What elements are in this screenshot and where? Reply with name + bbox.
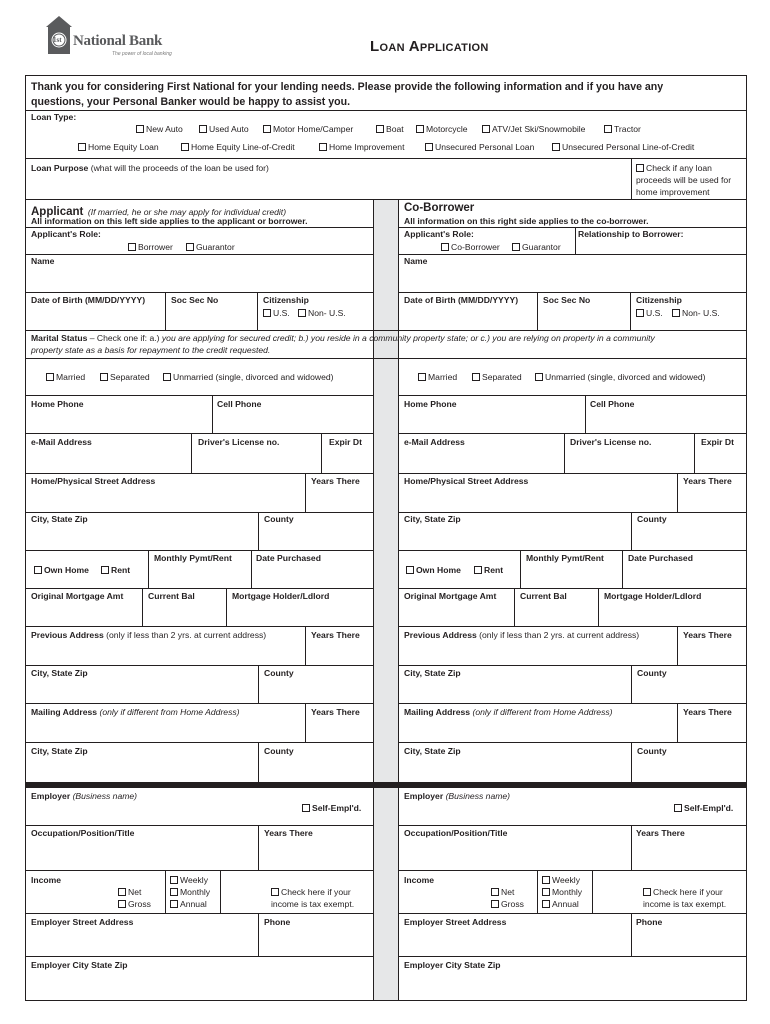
brand-prefix: 1st (53, 36, 62, 44)
applicant-date-purchased-label: Date Purchased (256, 553, 321, 563)
applicant-role-guarantor[interactable]: Guarantor (186, 242, 235, 253)
marital-status-note-line-2: property state as a basis for repayment to the credit requested. (31, 345, 271, 355)
coborrower-income-net[interactable]: Net (491, 887, 514, 898)
intro-line-1: Thank you for considering First National for your lending needs. Please provide the following information and if you have any (31, 81, 664, 93)
applicant-income-net[interactable]: Net (118, 887, 141, 898)
applicant-home-address-label: Home/Physical Street Address (31, 476, 156, 486)
applicant-current-bal-label: Current Bal (148, 591, 195, 601)
applicant-prev-years-label: Years There (311, 630, 360, 640)
applicant-married[interactable]: Married (46, 372, 85, 383)
applicant-citizenship-us[interactable]: U.S. (263, 308, 290, 319)
applicant-employer-label: Employer (Business name) (31, 791, 138, 801)
applicant-monthly-pymt-label: Monthly Pymt/Rent (154, 553, 232, 563)
applicant-role-label: Applicant's Role: (31, 229, 101, 239)
applicant-tax-exempt[interactable]: Check here if your (271, 887, 351, 898)
brand-name: National Bank (73, 33, 163, 49)
coborrower-role-coborrower[interactable]: Co-Borrower (441, 242, 500, 253)
employment-section-divider (25, 782, 747, 788)
coborrower-dob-label: Date of Birth (MM/DD/YYYY) (404, 295, 519, 305)
coborrower-occupation-label: Occupation/Position/Title (404, 828, 508, 838)
applicant-income-weekly[interactable]: Weekly (170, 875, 208, 886)
loan-purpose-label: Loan Purpose (what will the proceeds of the loan be used for) (31, 163, 269, 173)
coborrower-county-label: County (637, 514, 667, 524)
loan-purpose-field[interactable] (26, 176, 630, 198)
applicant-income-gross[interactable]: Gross (118, 899, 151, 910)
applicant-employer-phone-label: Phone (264, 917, 291, 927)
coborrower-license-label: Driver's License no. (570, 437, 652, 447)
coborrower-name-label: Name (404, 256, 428, 266)
applicant-years-there-label: Years There (311, 476, 360, 486)
center-divider (373, 200, 398, 1000)
coborrower-prev-county-label: County (637, 668, 667, 678)
coborrower-city-label: City, State Zip (404, 514, 461, 524)
applicant-prev-city-label: City, State Zip (31, 668, 88, 678)
applicant-name-label: Name (31, 256, 55, 266)
loan-type-motorcycle[interactable]: Motorcycle (416, 124, 468, 135)
applicant-title: Applicant (If married, he or she may apply for individual credit) (31, 206, 287, 218)
coborrower-years-there-label: Years There (683, 476, 732, 486)
loan-type-unsecured-loan[interactable]: Unsecured Personal Loan (425, 142, 534, 153)
applicant-county-label: County (264, 514, 294, 524)
applicant-mailing-city-label: City, State Zip (31, 746, 88, 756)
applicant-orig-mortgage-label: Original Mortgage Amt (31, 591, 124, 601)
coborrower-subtitle: All information on this right side applies to the co-borrower. (404, 216, 649, 226)
applicant-occupation-years-label: Years There (264, 828, 313, 838)
applicant-mailing-years-label: Years There (311, 707, 360, 717)
relationship-label: Relationship to Borrower: (578, 229, 684, 239)
applicant-license-label: Driver's License no. (198, 437, 280, 447)
loan-type-boat[interactable]: Boat (376, 124, 404, 135)
home-improvement-check[interactable]: Check if any loan (636, 163, 712, 174)
coborrower-mailing-address-label: Mailing Address (only if different from Home Address) (404, 707, 613, 717)
coborrower-income-weekly[interactable]: Weekly (542, 875, 580, 886)
coborrower-married[interactable]: Married (418, 372, 457, 383)
coborrower-unmarried[interactable]: Unmarried (single, divorced and widowed) (535, 372, 706, 383)
coborrower-role-guarantor[interactable]: Guarantor (512, 242, 561, 253)
loan-type-tractor[interactable]: Tractor (604, 124, 641, 135)
applicant-own-home[interactable]: Own Home (34, 565, 89, 576)
applicant-mailing-address-label: Mailing Address (only if different from Home Address) (31, 707, 240, 717)
applicant-mailing-county-label: County (264, 746, 294, 756)
coborrower-employer-street-label: Employer Street Address (404, 917, 507, 927)
loan-type-atv[interactable]: ATV/Jet Ski/Snowmobile (482, 124, 585, 135)
applicant-subtitle: All information on this left side applies to the applicant or borrower. (31, 216, 308, 226)
applicant-prev-county-label: County (264, 668, 294, 678)
coborrower-citizenship-us[interactable]: U.S. (636, 308, 663, 319)
coborrower-self-employed[interactable]: Self-Empl'd. (674, 803, 733, 814)
coborrower-expir-label: Expir Dt (701, 437, 734, 447)
coborrower-employer-city-label: Employer City State Zip (404, 960, 501, 970)
coborrower-income-annual[interactable]: Annual (542, 899, 579, 910)
applicant-occupation-label: Occupation/Position/Title (31, 828, 135, 838)
loan-type-used-auto[interactable]: Used Auto (199, 124, 249, 135)
applicant-citizenship-label: Citizenship (263, 295, 309, 305)
coborrower-home-address-label: Home/Physical Street Address (404, 476, 529, 486)
coborrower-role-label: Applicant's Role: (404, 229, 474, 239)
applicant-mortgage-holder-label: Mortgage Holder/Ldlord (232, 591, 330, 601)
applicant-separated[interactable]: Separated (100, 372, 150, 383)
coborrower-mailing-county-label: County (637, 746, 667, 756)
coborrower-email-label: e-Mail Address (404, 437, 465, 447)
applicant-tax-exempt-line-2: income is tax exempt. (271, 899, 355, 909)
applicant-home-phone-label: Home Phone (31, 399, 84, 409)
home-improvement-check-line-3: home improvement (636, 187, 710, 197)
coborrower-tax-exempt-line-2: income is tax exempt. (643, 899, 727, 909)
coborrower-date-purchased-label: Date Purchased (628, 553, 693, 563)
applicant-unmarried[interactable]: Unmarried (single, divorced and widowed) (163, 372, 334, 383)
coborrower-mailing-years-label: Years There (683, 707, 732, 717)
applicant-employer-city-label: Employer City State Zip (31, 960, 128, 970)
applicant-ssn-label: Soc Sec No (171, 295, 219, 305)
loan-type-new-auto[interactable]: New Auto (136, 124, 183, 135)
coborrower-tax-exempt[interactable]: Check here if your (643, 887, 723, 898)
coborrower-income-label: Income (404, 875, 435, 885)
brand-tagline: The power of local banking (112, 51, 172, 57)
applicant-city-label: City, State Zip (31, 514, 88, 524)
coborrower-income-monthly[interactable]: Monthly (542, 887, 582, 898)
coborrower-prev-years-label: Years There (683, 630, 732, 640)
applicant-name-field[interactable] (26, 268, 372, 291)
coborrower-separated[interactable]: Separated (472, 372, 522, 383)
coborrower-ssn-label: Soc Sec No (543, 295, 591, 305)
page-title: Loan Application (370, 38, 489, 55)
coborrower-own-home[interactable]: Own Home (406, 565, 461, 576)
applicant-citizenship-non-us[interactable]: Non- U.S. (298, 308, 346, 319)
home-improvement-check-line-2: proceeds will be used for (636, 175, 732, 185)
loan-type-home-improvement[interactable]: Home Improvement (319, 142, 404, 153)
loan-type-home-equity-loc[interactable]: Home Equity Line-of-Credit (181, 142, 295, 153)
loan-type-unsecured-loc[interactable]: Unsecured Personal Line-of-Credit (552, 142, 694, 153)
coborrower-name-field[interactable] (399, 268, 745, 291)
coborrower-current-bal-label: Current Bal (520, 591, 567, 601)
applicant-self-employed[interactable]: Self-Empl'd. (302, 803, 361, 814)
coborrower-prev-address-label: Previous Address (only if less than 2 yrs. at current address) (404, 630, 640, 640)
applicant-role-borrower[interactable]: Borrower (128, 242, 173, 253)
coborrower-employer-phone-label: Phone (636, 917, 663, 927)
coborrower-employer-label: Employer (Business name) (404, 791, 511, 801)
loan-type-label: Loan Type: (31, 112, 77, 122)
applicant-income-annual[interactable]: Annual (170, 899, 207, 910)
loan-type-motor-home[interactable]: Motor Home/Camper (263, 124, 353, 135)
applicant-prev-address-label: Previous Address (only if less than 2 yrs. at current address) (31, 630, 267, 640)
coborrower-cell-phone-label: Cell Phone (590, 399, 635, 409)
coborrower-home-phone-label: Home Phone (404, 399, 457, 409)
applicant-cell-phone-label: Cell Phone (217, 399, 262, 409)
marital-status-note: Marital Status – Check one if: a.) you are applying for secured credit; b.) you reside in a community property state; or c.) you are relying on property in a community (31, 333, 655, 343)
applicant-income-monthly[interactable]: Monthly (170, 887, 210, 898)
applicant-employer-street-label: Employer Street Address (31, 917, 134, 927)
coborrower-citizenship-non-us[interactable]: Non- U.S. (672, 308, 720, 319)
applicant-rent[interactable]: Rent (101, 565, 130, 576)
loan-type-home-equity-loan[interactable]: Home Equity Loan (78, 142, 159, 153)
applicant-email-label: e-Mail Address (31, 437, 92, 447)
coborrower-title: Co-Borrower (404, 202, 475, 214)
coborrower-income-gross[interactable]: Gross (491, 899, 524, 910)
coborrower-prev-city-label: City, State Zip (404, 668, 461, 678)
coborrower-citizenship-label: Citizenship (636, 295, 682, 305)
coborrower-rent[interactable]: Rent (474, 565, 503, 576)
applicant-dob-label: Date of Birth (MM/DD/YYYY) (31, 295, 146, 305)
applicant-income-label: Income (31, 875, 62, 885)
coborrower-occupation-years-label: Years There (636, 828, 685, 838)
coborrower-monthly-pymt-label: Monthly Pymt/Rent (526, 553, 604, 563)
coborrower-mailing-city-label: City, State Zip (404, 746, 461, 756)
coborrower-mortgage-holder-label: Mortgage Holder/Ldlord (604, 591, 702, 601)
coborrower-orig-mortgage-label: Original Mortgage Amt (404, 591, 497, 601)
applicant-expir-label: Expir Dt (329, 437, 362, 447)
bank-logo (46, 16, 172, 58)
intro-line-2: questions, your Personal Banker would be happy to assist you. (31, 96, 351, 108)
